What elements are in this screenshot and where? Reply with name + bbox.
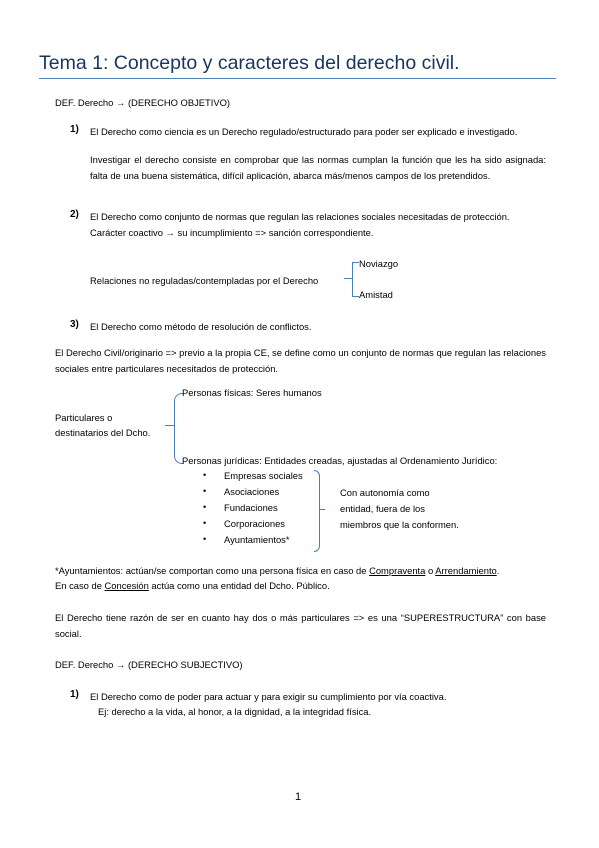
sub-item-1-number: 1) [70,689,79,700]
particulares-label-1: Particulares o [55,412,113,423]
particulares-brace-tip [165,425,174,426]
autonomia-line-1: Con autonomía como [340,487,430,498]
ayuntamientos-note-line1: *Ayuntamientos: actúan/se comportan como una persona física en caso de Compraventa o Arrendamiento. [55,565,500,576]
bullet-icon: • [203,470,207,480]
item-1-number: 1) [70,124,79,135]
bullet-icon: • [203,534,207,544]
personas-juridicas: Personas jurídicas: Entidades creadas, ajustadas al Ordenamiento Jurídico: [182,455,498,466]
entidad-fundaciones: Fundaciones [224,502,278,513]
bullet-icon: • [203,486,207,496]
item-1-line1: El Derecho como ciencia es un Derecho regulado/estructurado para poder ser explicado e investigado. [90,126,518,137]
item-2-line2: Carácter coactivo → su incumplimiento => sanción correspondiente. [90,227,374,238]
sub-item-1-example: Ej: derecho a la vida, al honor, a la dignidad, a la integridad física. [98,706,372,717]
bullet-icon: • [203,518,207,528]
item-2-number: 2) [70,209,79,220]
bullet-icon: • [203,502,207,512]
title-underline [39,78,556,79]
derecho-civil-paragraph: El Derecho Civil/originario => previo a la propia CE, se define como un conjunto de normas que regulan las relaciones sociales entre particulares necesitados de protección. [55,347,546,374]
entidad-asociaciones: Asociaciones [224,486,280,497]
relaciones-label: Relaciones no reguladas/contempladas por el Derecho [90,275,319,286]
personas-fisicas: Personas físicas: Seres humanos [182,387,322,398]
entidad-corporaciones: Corporaciones [224,518,285,529]
concesion-term: Concesión [104,580,149,591]
relaciones-noviazgo: Noviazgo [359,258,399,269]
page-number: 1 [295,791,302,803]
item-3-text: El Derecho como método de resolución de conflictos. [90,321,312,332]
relaciones-bracket-tip [344,278,352,279]
autonomia-line-2: entidad, fuera de los [340,503,425,514]
entidad-empresas-sociales: Empresas sociales [224,470,303,481]
compraventa-term: Compraventa [369,565,426,576]
relaciones-amistad: Amistad [359,289,393,300]
autonomia-line-3: miembros que la conformen. [340,519,459,530]
arrendamiento-term: Arrendamiento [435,565,497,576]
entidad-ayuntamientos: Ayuntamientos* [224,534,290,545]
def-objetivo-heading: DEF. Derecho → (DERECHO OBJETIVO) [55,97,231,108]
autonomia-brace-tip [319,509,325,510]
relaciones-bracket [352,262,359,297]
def-subjetivo-heading: DEF. Derecho → (DERECHO SUBJECTIVO) [55,659,243,670]
autonomia-brace [314,470,320,552]
sub-item-1-text: El Derecho como de poder para actuar y para exigir su cumplimiento por vía coactiva. [90,691,447,702]
page-title: Tema 1: Concepto y caracteres del derecho civil. [39,52,460,74]
item-1-line2: Investigar el derecho consiste en comprobar que las normas cumplan la función que les ha sido asignada: falta de una buena sistemática, difícil aplicación, abarca más/menos campos de los pretendidos. [90,154,546,181]
ayuntamientos-note-line2: En caso de Concesión actúa como una entidad del Dcho. Público. [55,580,330,591]
item-3-number: 3) [70,319,79,330]
particulares-label-2: destinatarios del Dcho. [55,427,151,438]
item-2-line1: El Derecho como conjunto de normas que regulan las relaciones sociales necesitadas de protección. [90,211,510,222]
superestructura-paragraph: El Derecho tiene razón de ser en cuanto hay dos o más particulares => es una “SUPERESTRUCTURA” con base social. [55,612,546,639]
